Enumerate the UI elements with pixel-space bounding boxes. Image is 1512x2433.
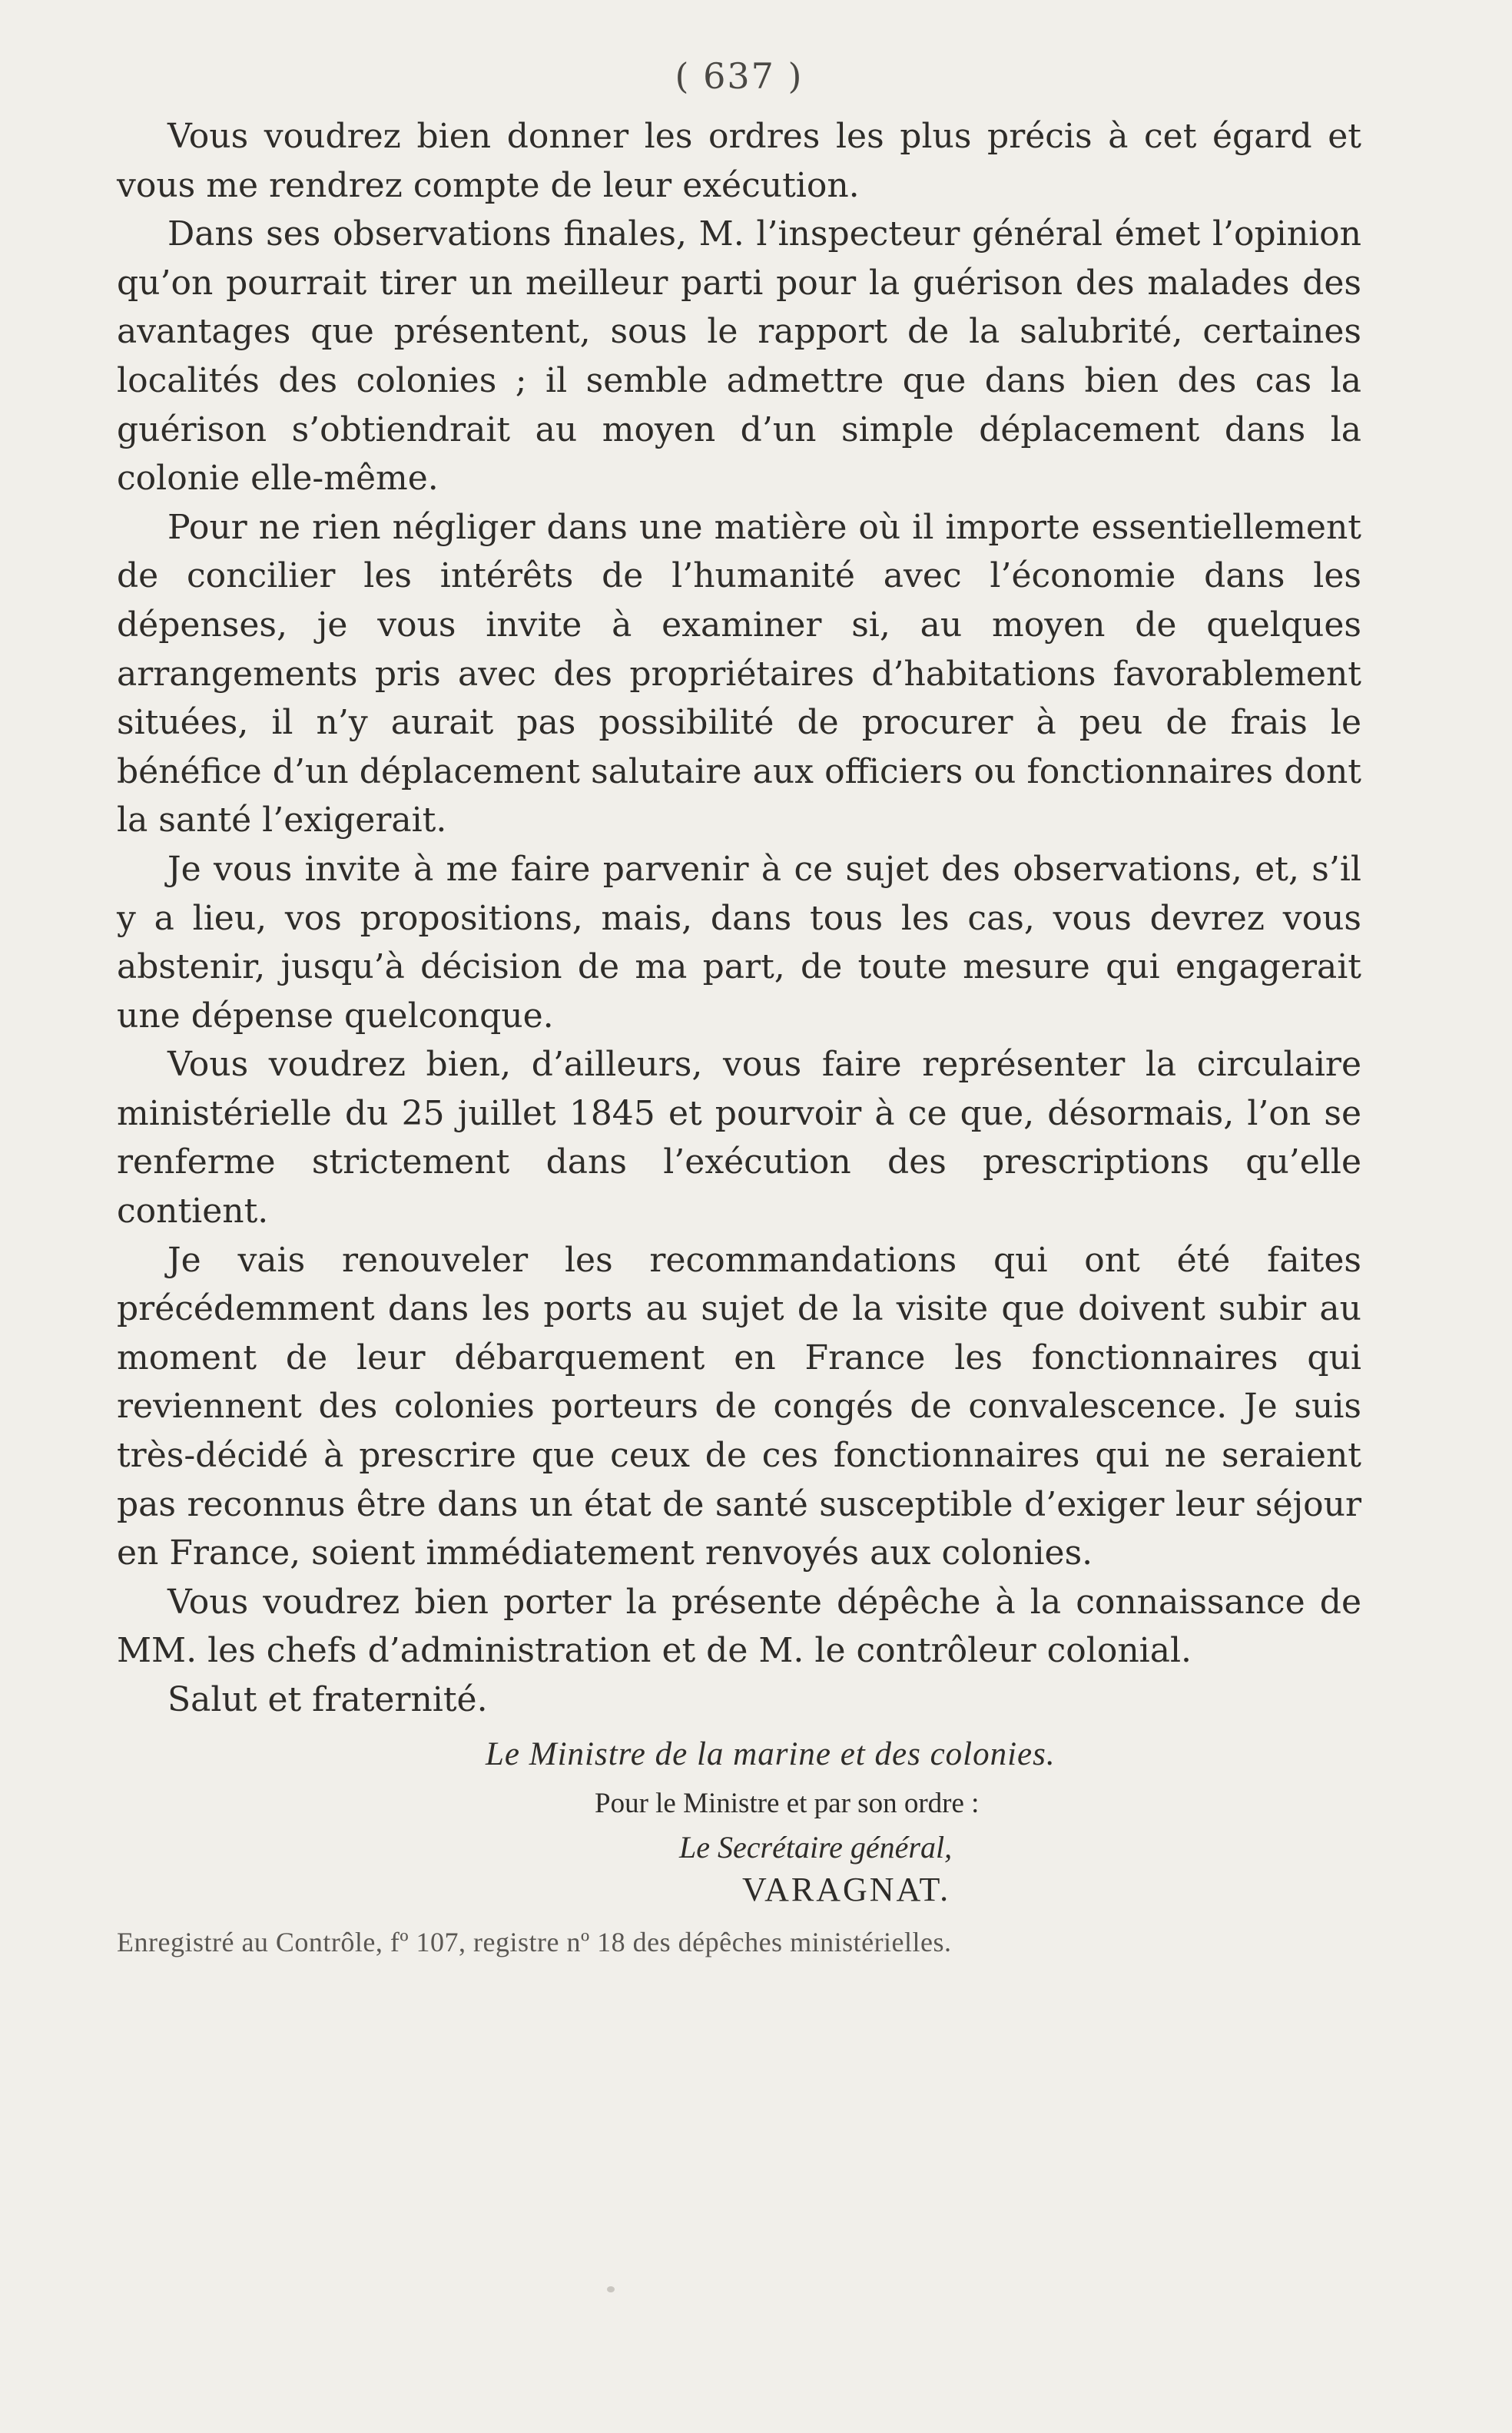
page-number: ( 637 ): [675, 55, 804, 97]
paragraph: Vous voudrez bien porter la présente dépêche à la connaissance de MM. les chefs d’administration et de M. le contrôleur colonial.: [117, 1582, 1361, 1671]
signature-block: [117, 1735, 1361, 1909]
paragraph: Je vous invite à me faire parvenir à ce sujet des observations, et, s’il y a lieu, vos propositions, mais, dans tous les cas, vous devrez vous abstenir, jusqu’à décision de ma part, de toute mesure qui engagerait une dépense quelconque.: [117, 849, 1361, 1036]
paragraph: Pour ne rien négliger dans une matière où il importe essentiellement de concilier les intérêts de l’humanité avec l’économie dans les dépenses, je vous invite à examiner si, au moyen de quelques arrangements pris avec des propriétaires d’habitations favorablement situées, il n’y aurait pas possibilité de procurer à peu de frais le bénéfice d’un déplacement salutaire aux officiers ou fonctionnaires dont la santé l’exigerait.: [117, 507, 1361, 840]
signature-secretary-title: Le Secrétaire général,: [679, 1829, 953, 1865]
paragraph: Je vais renouveler les recommandations qui ont été faites précédemment dans les ports au sujet de la visite que doivent subir au moment de leur débarquement en France les fonctionnaires qui reviennent des colonies porteurs de congés de convalescence. Je suis très-décidé à prescrire que ceux de ces fonctionnaires qui ne seraient pas reconnus être dans un état de santé susceptible d’exiger leur séjour en France, soient immédiatement renvoyés aux colonies.: [117, 1240, 1361, 1573]
paragraph: Vous voudrez bien, d’ailleurs, vous faire représenter la circulaire ministérielle du 25 juillet 1845 et pourvoir à ce que, désormais, l’on se renferme strictement dans l’exécution des prescriptions qu’elle contient.: [117, 1045, 1361, 1231]
signature-minister-title: Le Ministre de la marine et des colonies.: [486, 1735, 1056, 1772]
paragraph: Dans ses observations finales, M. l’inspecteur général émet l’opinion qu’on pourrait tirer un meilleur parti pour la guérison des malades des avantages que présentent, sous le rapport de la salubrité, certaines localités des colonies ; il semble admettre que dans bien des cas la guérison s’obtiendrait au moyen d’un simple déplacement dans la colonie elle-même.: [117, 214, 1361, 499]
paragraph: Vous voudrez bien donner les ordres les plus précis à cet égard et vous me rendrez compte de leur exécution.: [117, 117, 1361, 205]
letter-body: [117, 112, 1361, 1725]
signature-name: VARAGNAT.: [742, 1870, 951, 1908]
paper-speck: [607, 2286, 615, 2292]
signature-order-line: Pour le Ministre et par son ordre :: [595, 1787, 980, 1819]
register-note: Enregistré au Contrôle, fº 107, registre nº 18 des dépêches ministérielles.: [117, 1926, 952, 1957]
closing-salutation: Salut et fraternité.: [167, 1680, 488, 1719]
